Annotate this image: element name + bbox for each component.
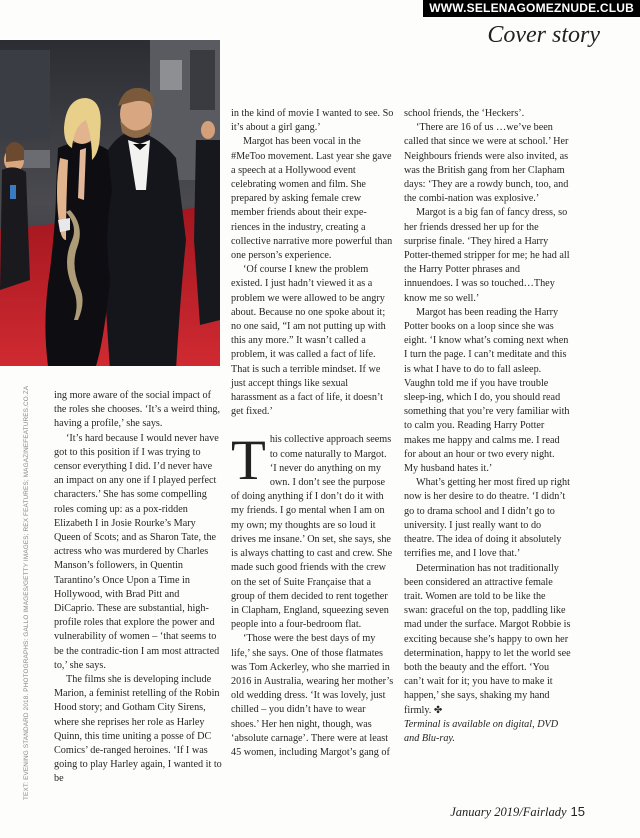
paragraph: What’s getting her most fired up right now is her desire to do theatre. ‘I didn’t go to drama school and I didn’t go to university. I just really want to do theatre. The idea of doing it absolutely terrifies me, and I love that.’ [404,477,570,560]
page-footer [450,804,585,820]
paragraph: his collective approach seems to come naturally to Margot. [269,434,392,460]
paragraph: ‘I never do anything on my own. I don’t see the purpose of doing anything if I don’t do it with my friends. I go mental when I am on my own; my thoughts are so loud it drives me insane.’ On set, she says, she is always chatting to cast and crew. She made such good friends with the crew on the set of Suite Française that a group of them decided to rent together in Clapham, England, squeezing seven people into a four-bedroom flat. [231,462,393,631]
paragraph: school friends, the ‘Heckers’. [404,108,525,119]
column-1 [54,389,222,787]
paragraph: Determination has not traditionally been considered an attractive female trait. Women are told to be like the swan: graceful on the top, paddling like mad under the surface. Margot Robbie is exciting because she’s happy to own her determination, happy to let the world see both the beauty and the effort. ‘You can’t wait for it; you have to make it happen,’ she says, shaking my hand firmly. ✤ [404,562,571,716]
red-carpet-photo [0,40,220,366]
paragraph: ‘It’s hard because I would never have got to this position if I was trying to censor everything I did. I’d never have an impact on any one if I played perfect characters.’ She has some compelling roles coming up: as a pox-ridden Elizabeth I in Josie Rourke’s Mary Queen of Scots; and as Sharon Tate, the actress who was murdered by Charles Manson’s followers, in Quentin Tarantino’s Once Upon a Time in Hollywood, with Brad Pitt and DiCaprio. These are substantial, high-profile roles that explore the power and vulnerability of women – ‘that seems to be the contradic-tion I am most attracted to,’ she says. [54,432,220,671]
paragraph: ing more aware of the social impact of the roles she chooses. ‘It’s a weird thing, having a profile,’ she says. [54,390,221,430]
paragraph: Margot has been reading the Harry Potter books on a loop since she was eight. ‘I know what’s coming next when I turn the page. I can’t meditate and this is what I have to do to fall asleep. Vaughn told me if you have trouble sleep-ing, which I do, you should read something that you’re very familiar with to calm you. Reading Harry Potter makes me happy and calms me. I read for about an hour or two every night. My husband hates it.’ [404,306,570,475]
photo-illustration [0,40,220,366]
paragraph: Margot has been vocal in the #MeToo movement. Last year she gave a speech at a Hollywood event celebrating women and film. She prepared by asking female crew member friends about their expe-riences in the industry, creating a collective narrative more powerful than one person’s experience. [231,136,393,262]
paragraph: Margot is a big fan of fancy dress, so her friends dressed her up for the surprise finale. ‘They hired a Harry Potter-themed stripper for me; he had all the Harry Potter phrases and innuendoes. I was so touched…They know me so well.’ [404,207,570,304]
issue-label: January 2019/Fairlady [450,805,567,819]
drop-cap: T [231,433,266,493]
column-3 [404,107,571,746]
page-number: 15 [570,804,585,819]
section-title: Cover story [487,22,600,48]
watermark-banner: WWW.SELENAGOMEZNUDE.CLUB [423,0,640,17]
paragraph: in the kind of movie I wanted to see. So it’s about a girl gang.’ [231,108,394,134]
paragraph: The films she is developing include Marion, a feminist retelling of the Robin Hood story; and Gotham City Sirens, where she reprises her role as Harley Quinn, this time uniting a posse of DC Comics’ de-ranged heroines. ‘If I was going to play Harley again, I wanted it to be [54,674,222,785]
paragraph: ‘Those were the best days of my life,’ she says. One of those flatmates was Tom Ackerley, who she married in 2016 in Australia, wearing her mother’s old wedding dress. ‘It was lovely, just chilled – you didn’t have to wear shoes.’ Her hen night, though, was ‘absolute carnage’. There were at least 45 women, including Margot’s gang of [231,633,394,758]
column-2 [231,107,394,760]
drop-cap-paragraph [231,433,394,632]
paragraph: ‘There are 16 of us …we’ve been called that since we were at school.’ Her Neighbours friends were also invited, as was the British gang from her Clapham days: ‘They are a rowdy bunch, too, and the combi-nation was explosive.’ [404,122,569,205]
paragraph: ‘Of course I knew the problem existed. I just hadn’t viewed it as a problem we were allowed to be angry about. Because no one spoke about it; no one said, “I am not putting up with this any more.” It wasn’t called a problem, it was called a fact of life. That is such a terrible mindset. If we just accept things like sexual harassment as a fact of life, it doesn’t get fixed.’ [231,264,386,418]
photo-credit: TEXT: EVENING STANDARD 2018. PHOTOGRAPHS: GALLO IMAGES/GETTY IMAGES; REX FEATURES; MAGAZINEFEATURES.CO.ZA [23,385,30,800]
availability-note: Terminal is available on digital, DVD and Blu-ray. [404,718,559,744]
